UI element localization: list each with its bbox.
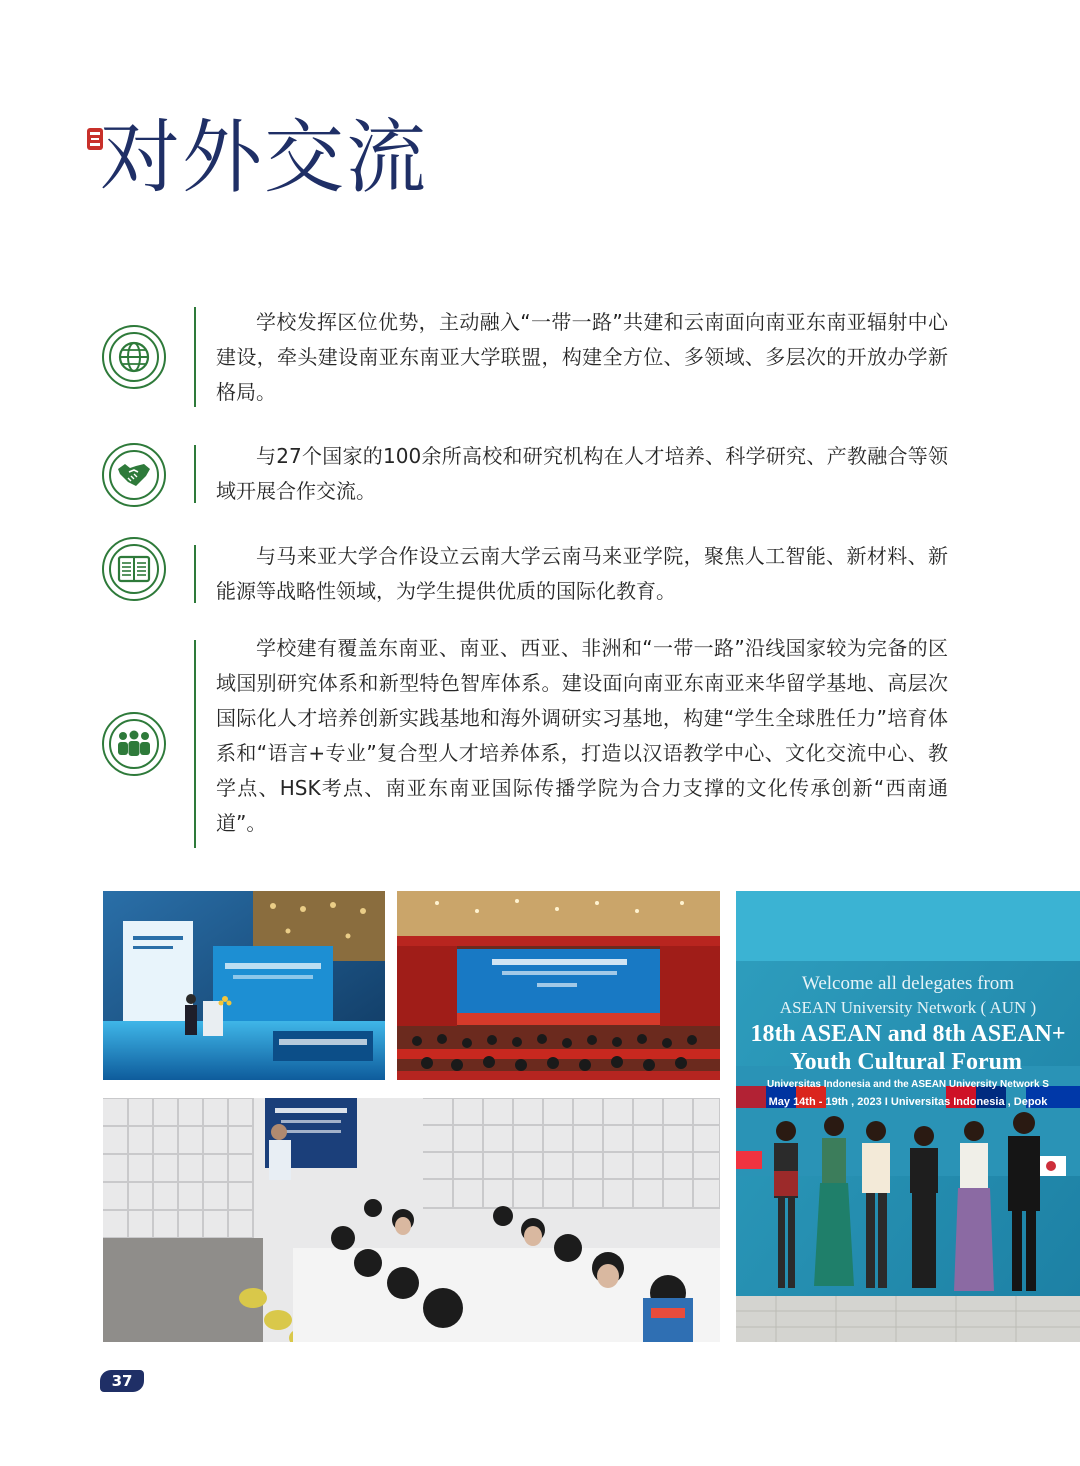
group-icon — [115, 729, 153, 759]
handshake-icon — [116, 460, 152, 490]
globe-icon — [117, 340, 151, 374]
section-1-badge — [102, 325, 166, 389]
banner-line-1: Welcome all delegates from — [801, 973, 1015, 994]
section-4-divider — [194, 640, 196, 848]
banner-line-5: Universitas Indonesia and the ASEAN University Network S — [767, 1079, 1049, 1090]
photo-classroom — [103, 1098, 720, 1342]
section-1-divider — [194, 307, 196, 407]
page-number: 37 — [100, 1370, 144, 1392]
banner-line-6: May 14th - 19th , 2023 I Universitas Indonesia , Depok — [768, 1096, 1048, 1108]
banner-line-4: Youth Cultural Forum — [789, 1049, 1023, 1075]
section-2-divider — [194, 445, 196, 503]
book-icon — [117, 555, 151, 583]
section-2-text: 与27个国家的100余所高校和研究机构在人才培养、科学研究、产教融合等领域开展合作交流。 — [216, 444, 948, 503]
section-3-badge — [102, 537, 166, 601]
section-3-divider — [194, 545, 196, 603]
section-1-text: 学校发挥区位优势，主动融入“一带一路”共建和云南面向南亚东南亚辐射中心建设，牵头建设南亚东南亚大学联盟，构建全方位、多领域、多层次的开放办学新格局。 — [216, 310, 948, 404]
section-4-text: 学校建有覆盖东南亚、南亚、西亚、非洲和“一带一路”沿线国家较为完备的区域国别研究体系和新型特色智库体系。建设面向南亚东南亚来华留学基地、高层次国际化人才培养创新实践基地和海外调研实习基地，构建“学生全球胜任力”培育体系和“语言+专业”复合型人才培养体系，打造以汉语教学中心、文化交流中心、教学点、HSK考点、南亚东南亚国际传播学院为合力支撑的文化传承创新“西南通道”。 — [216, 636, 948, 835]
photo-conference-stage — [103, 891, 385, 1080]
photo-auditorium — [397, 891, 720, 1080]
section-4-badge — [102, 712, 166, 776]
section-3-text: 与马来亚大学合作设立云南大学云南马来亚学院，聚焦人工智能、新材料、新能源等战略性领域，为学生提供优质的国际化教育。 — [216, 544, 948, 603]
section-2-badge — [102, 443, 166, 507]
page-title: 对外交流 — [100, 111, 428, 204]
banner-line-2: ASEAN University Network ( AUN ) — [779, 998, 1037, 1017]
banner-line-3: 18th ASEAN and 8th ASEAN+ — [750, 1021, 1066, 1047]
photo-youth-forum — [736, 891, 1080, 1342]
